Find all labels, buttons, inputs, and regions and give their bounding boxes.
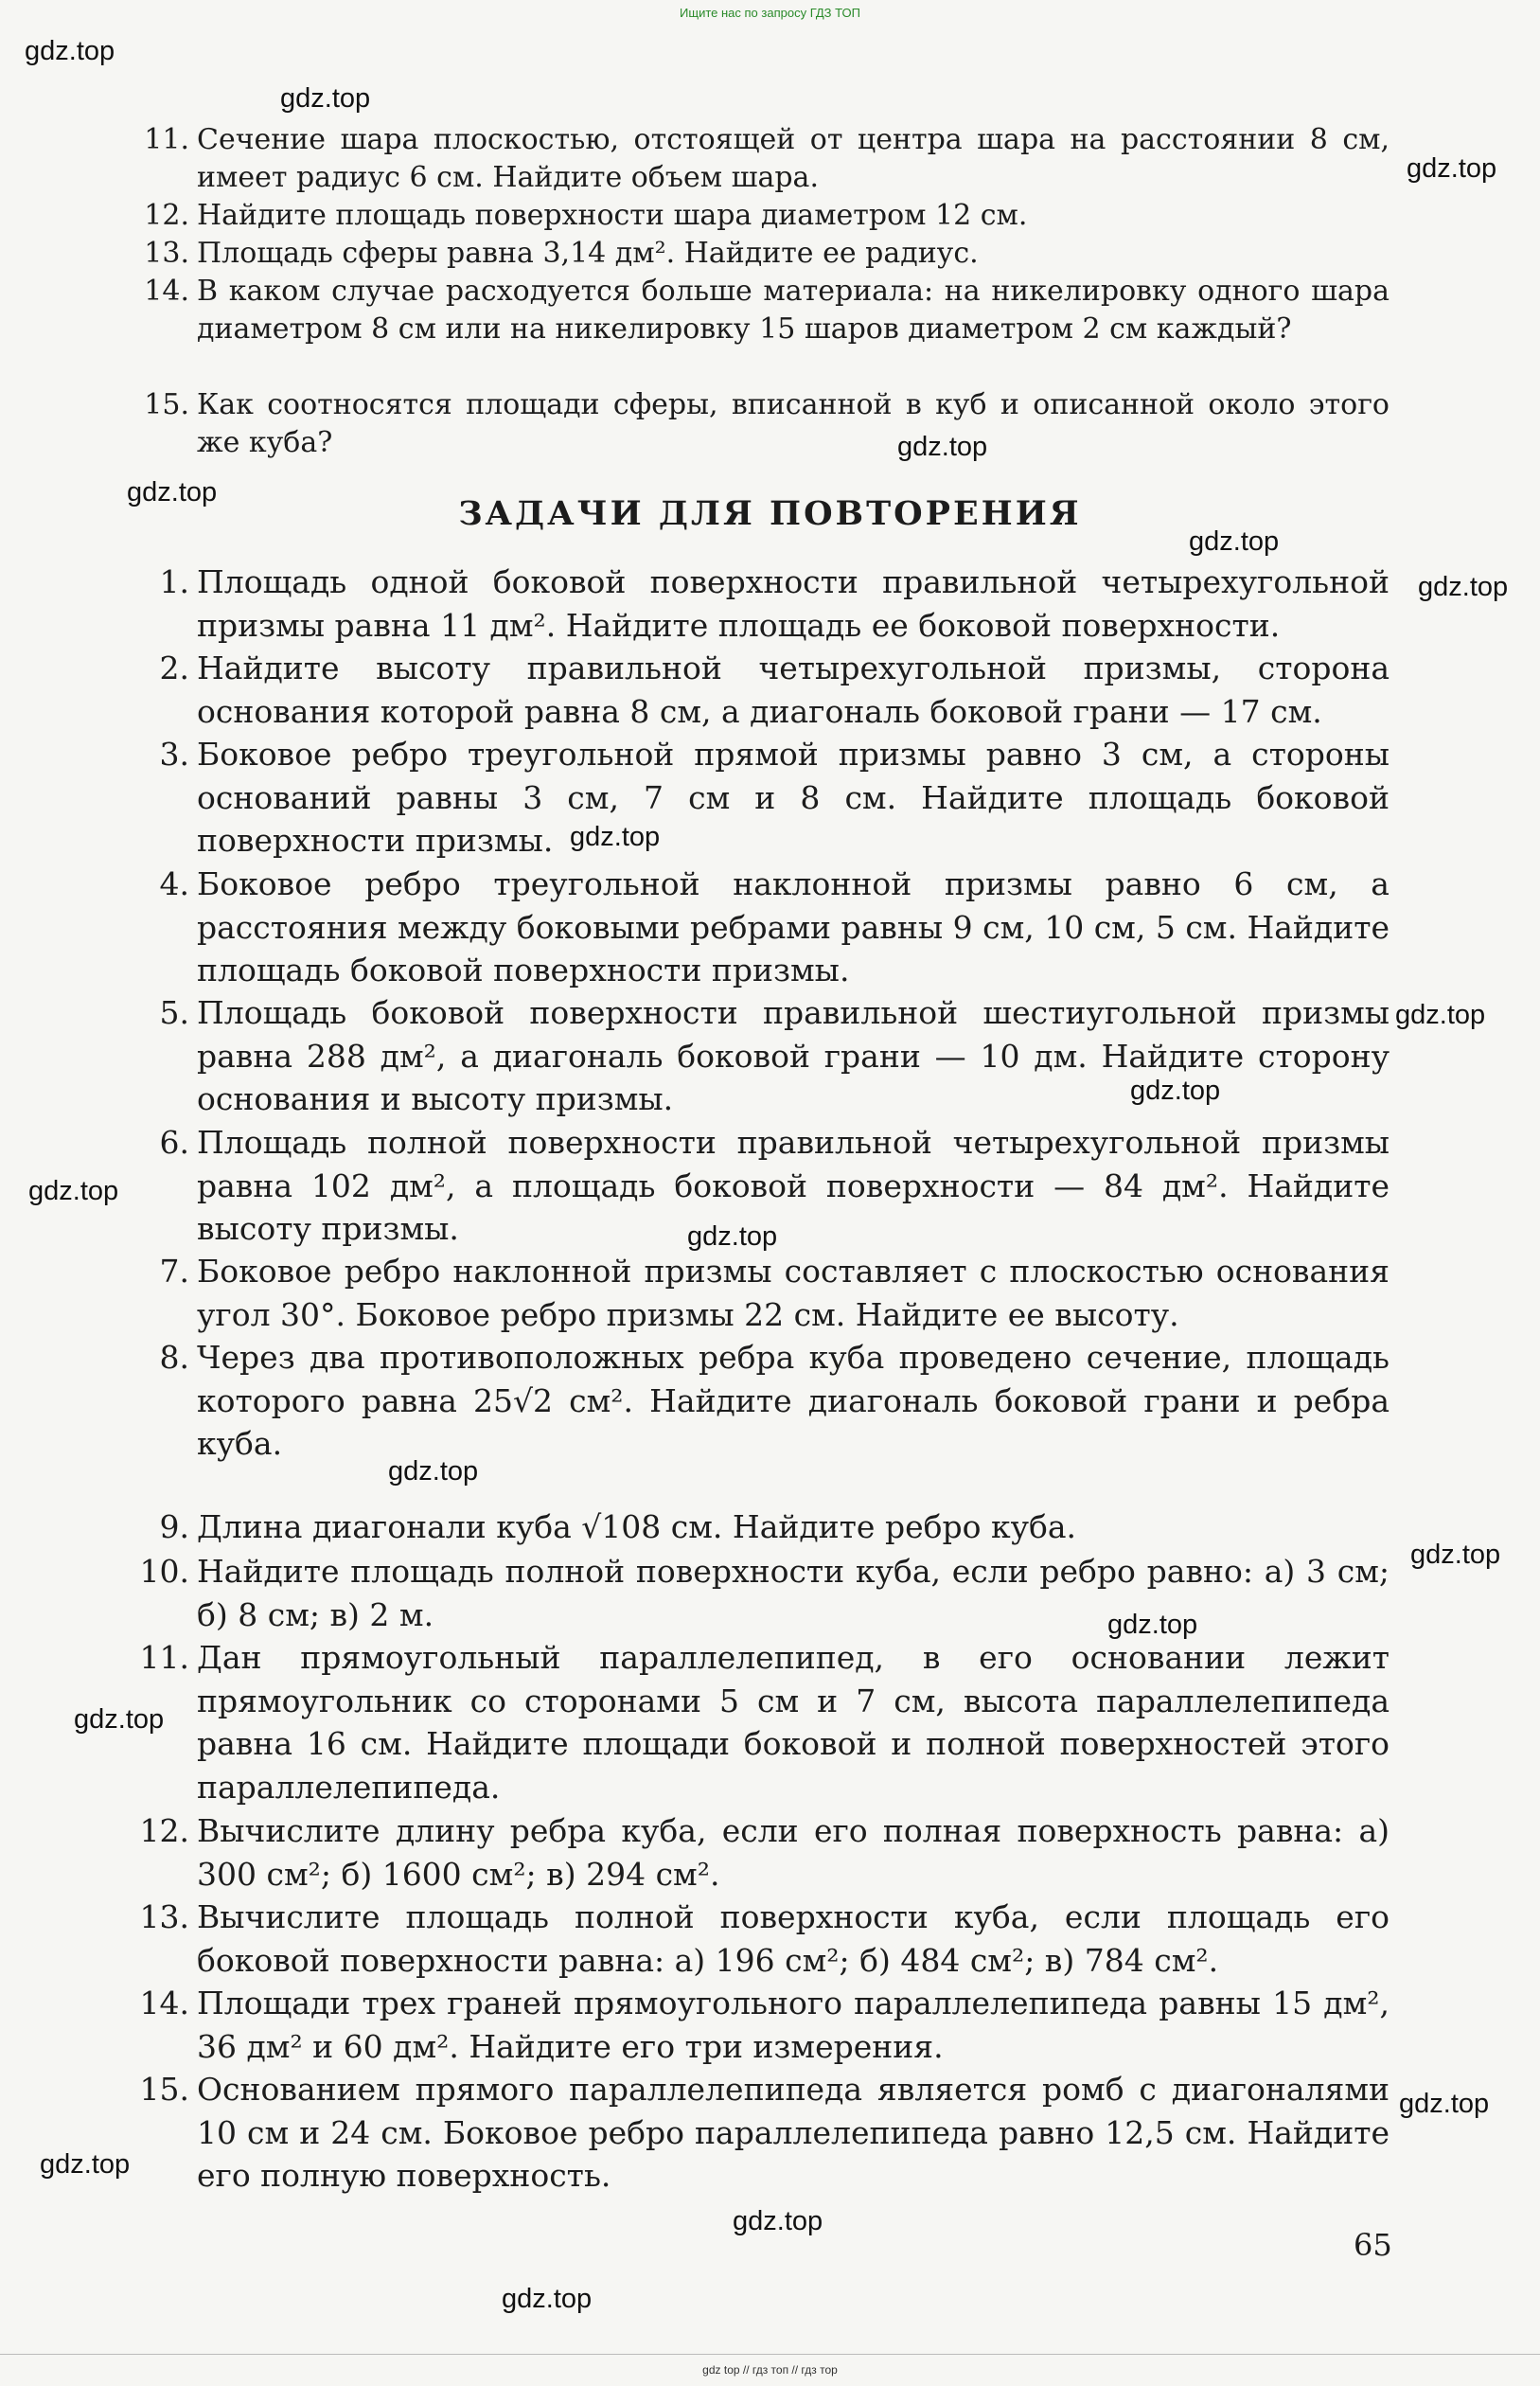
item-number: 7. (159, 1253, 189, 1290)
item-text: Длина диагонали куба √108 см. Найдите ребро куба. (197, 1508, 1077, 1545)
item-number: 4. (159, 865, 189, 902)
watermark: gdz.top (388, 1456, 479, 1487)
item-text: Вычислите длину ребра куба, если его полная поверхность равна: а) 300 см²; б) 1600 см²; в) 294 см². (197, 1812, 1390, 1893)
item-text: В каком случае расходуется больше материала: на никелировку одного шара диаметром 8 см или на никелировку 15 шаров диаметром 2 см каждый? (197, 275, 1390, 346)
item-number: 15. (139, 2071, 189, 2108)
item-text: Площадь полной поверхности правильной четырехугольной призмы равна 102 дм², а площадь боковой поверхности — 84 дм². Найдите высоту призмы. (197, 1124, 1390, 1247)
item-text: Площади трех граней прямоугольного параллелепипеда равны 15 дм², 36 дм² и 60 дм². Найдите его три измерения. (197, 1985, 1390, 2065)
item-number: 11. (144, 123, 189, 156)
item-text: Дан прямоугольный параллелепипед, в его основании лежит прямоугольник со сторонами 5 см и 7 см, высота параллелепипеда равна 16 см. Найдите площади боковой и полной поверхностей этого параллелепипеда. (197, 1639, 1390, 1806)
item-number: 14. (144, 275, 189, 308)
item-number: 9. (159, 1508, 189, 1545)
item-text: Площадь боковой поверхности правильной шестиугольной призмы равна 288 дм², а диагональ боковой грани — 10 дм. Найдите сторону основания и высоту призмы. (197, 994, 1390, 1117)
watermark: gdz.top (1410, 1540, 1501, 1570)
item-text: Основанием прямого параллелепипеда является ромб с диагоналями 10 см и 24 см. Боковое ребро параллелепипеда равно 12,5 см. Найдите его полную поверхность. (197, 2071, 1390, 2194)
item-number: 12. (144, 199, 189, 232)
item-number: 5. (159, 994, 189, 1031)
watermark: gdz.top (1407, 153, 1497, 184)
footer-divider (0, 2354, 1540, 2355)
item-number: 1. (159, 563, 189, 600)
watermark: gdz.top (687, 1221, 778, 1252)
item-text: Найдите площадь поверхности шара диаметром 12 см. (197, 199, 1028, 232)
item-text: Найдите площадь полной поверхности куба, если ребро равно: а) 3 см; б) 8 см; в) 2 м. (197, 1553, 1390, 1633)
item-number: 15. (144, 388, 189, 421)
item-text: Сечение шара плоскостью, отстоящей от центра шара на расстоянии 8 см, имеет радиус 6 см. Найдите объем шара. (197, 123, 1390, 194)
item-number: 2. (159, 650, 189, 686)
watermark: gdz.top (127, 477, 218, 507)
watermark: gdz.top (502, 2284, 593, 2314)
item-text: Боковое ребро наклонной призмы составляет с плоскостью основания угол 30°. Боковое ребро призмы 22 см. Найдите ее высоту. (197, 1253, 1390, 1333)
watermark: gdz.top (1189, 526, 1280, 557)
watermark: gdz.top (733, 2206, 823, 2236)
item-text: Боковое ребро треугольной наклонной призмы равно 6 см, а расстояния между боковыми ребрами равны 9 см, 10 см, 5 см. Найдите площадь боковой поверхности призмы. (197, 865, 1390, 988)
item-number: 8. (159, 1339, 189, 1376)
item-text: Площадь одной боковой поверхности правильной четырехугольной призмы равна 11 дм². Найдите площадь ее боковой поверхности. (197, 563, 1390, 644)
watermark: gdz.top (280, 83, 371, 114)
watermark: gdz.top (1418, 572, 1509, 602)
watermark: gdz.top (570, 822, 661, 852)
item-text: Как соотносятся площади сферы, вписанной в куб и описанной около этого же куба? (197, 388, 1390, 459)
item-number: 13. (139, 1898, 189, 1935)
watermark: gdz.top (897, 432, 988, 462)
watermark: gdz.top (1107, 1610, 1198, 1640)
item-number: 14. (139, 1985, 189, 2021)
item-number: 12. (139, 1812, 189, 1849)
watermark: gdz.top (25, 36, 115, 66)
item-text: Боковое ребро треугольной прямой призмы равно 3 см, а стороны оснований равны 3 см, 7 см и 8 см. Найдите площадь боковой поверхности призмы. (197, 736, 1390, 859)
watermark: gdz.top (40, 2149, 131, 2180)
item-number: 13. (144, 237, 189, 270)
top-banner[interactable]: Ищите нас по запросу ГДЗ ТОП (680, 6, 860, 20)
item-number: 10. (139, 1553, 189, 1590)
bottom-banner[interactable]: gdz top // гдз топ // гдз тор (702, 2363, 838, 2377)
watermark: gdz.top (1395, 1000, 1486, 1030)
item-text: Найдите высоту правильной четырехугольной призмы, сторона основания которой равна 8 см, а диагональ боковой грани — 17 см. (197, 650, 1390, 730)
watermark: gdz.top (1130, 1076, 1221, 1106)
page-number: 65 (1354, 2227, 1392, 2263)
item-number: 3. (159, 736, 189, 773)
item-text: Вычислите площадь полной поверхности куба, если площадь его боковой поверхности равна: а) 196 см²; б) 484 см²; в) 784 см². (197, 1898, 1390, 1979)
watermark: gdz.top (1399, 2089, 1490, 2119)
item-number: 6. (159, 1124, 189, 1161)
section-heading: ЗАДАЧИ ДЛЯ ПОВТОРЕНИЯ (458, 494, 1082, 533)
item-text: Через два противоположных ребра куба проведено сечение, площадь которого равна 25√2 см². Найдите диагональ боковой грани и ребра куба. (197, 1339, 1390, 1462)
item-text: Площадь сферы равна 3,14 дм². Найдите ее радиус. (197, 237, 979, 270)
watermark: gdz.top (74, 1704, 165, 1735)
watermark: gdz.top (28, 1176, 119, 1206)
item-number: 11. (139, 1639, 189, 1676)
